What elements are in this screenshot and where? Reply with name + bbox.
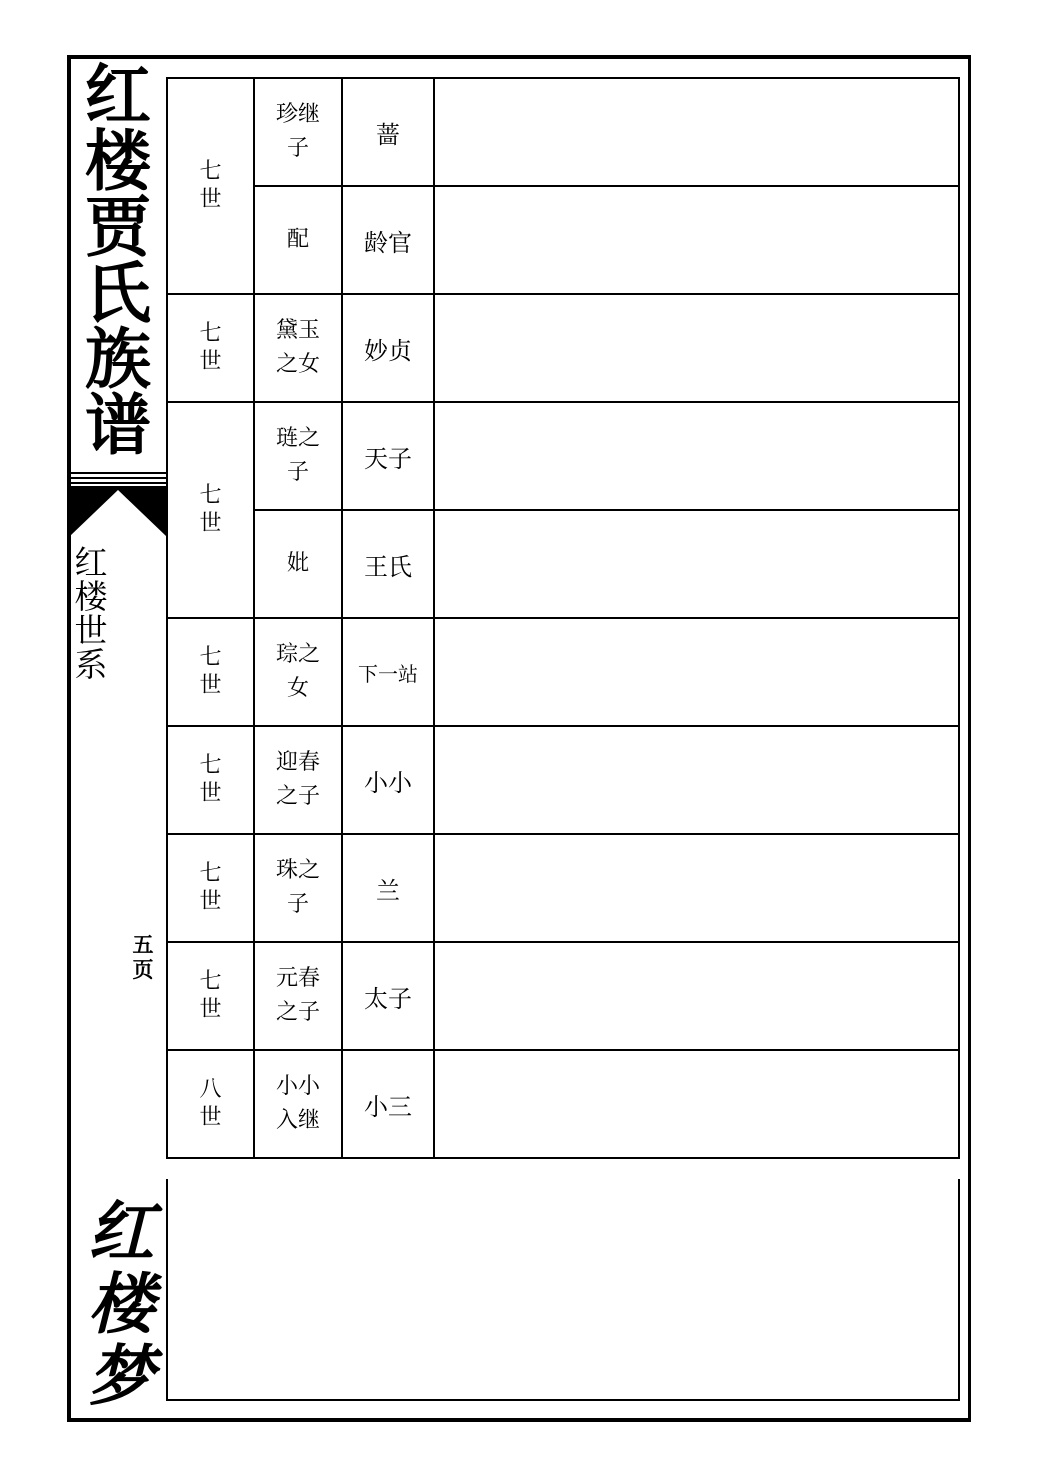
generation-cell: 七 世 (167, 942, 254, 1050)
note-cell (434, 402, 959, 510)
fishtail-ornament (70, 486, 166, 536)
generation-cell: 八 世 (167, 1050, 254, 1158)
name-cell: 龄官 (342, 186, 434, 294)
name-cell: 天子 (342, 402, 434, 510)
relation-cell: 配 (254, 186, 342, 294)
relation-cell: 珍继子 (254, 78, 342, 186)
note-cell (434, 186, 959, 294)
generation-cell: 七 世 (167, 402, 254, 618)
generation-cell: 七 世 (167, 834, 254, 942)
note-cell (434, 78, 959, 186)
generation-cell: 七 世 (167, 78, 254, 294)
section-label: 红 楼 世 系 (74, 543, 108, 684)
relation-cell: 琮之女 (254, 618, 342, 726)
generation-cell: 七 世 (167, 294, 254, 402)
note-cell (434, 942, 959, 1050)
table-row (167, 834, 959, 942)
name-cell: 小三 (342, 1050, 434, 1158)
table-row (167, 1050, 959, 1158)
note-cell (434, 1050, 959, 1158)
relation-cell: 迎春之子 (254, 726, 342, 834)
table-row (167, 618, 959, 726)
blank-area (166, 1179, 960, 1401)
table-row (167, 294, 959, 402)
calligraphy-title: 红 楼 梦 (88, 1193, 154, 1415)
table-row (167, 402, 959, 510)
table-row (167, 186, 959, 294)
relation-cell: 元春之子 (254, 942, 342, 1050)
table-row (167, 78, 959, 186)
name-cell: 王氏 (342, 510, 434, 618)
table-row (167, 942, 959, 1050)
note-cell (434, 510, 959, 618)
name-cell: 兰 (342, 834, 434, 942)
note-cell (434, 726, 959, 834)
note-cell (434, 294, 959, 402)
page-number: 五 页 (132, 932, 154, 982)
name-cell: 太子 (342, 942, 434, 1050)
name-cell: 蔷 (342, 78, 434, 186)
title-rule (70, 477, 166, 479)
generation-cell: 七 世 (167, 618, 254, 726)
name-cell: 妙贞 (342, 294, 434, 402)
name-cell: 小小 (342, 726, 434, 834)
relation-cell: 妣 (254, 510, 342, 618)
name-cell: 下一站 (342, 618, 434, 726)
table-row (167, 510, 959, 618)
title-rule (70, 472, 166, 474)
relation-cell: 黛玉之女 (254, 294, 342, 402)
note-cell (434, 834, 959, 942)
title-rule (70, 482, 166, 484)
table-row (167, 726, 959, 834)
note-cell (434, 618, 959, 726)
relation-cell: 小小入继 (254, 1050, 342, 1158)
generation-cell: 七 世 (167, 726, 254, 834)
book-title: 红 楼 贾 氏 族 谱 (85, 56, 151, 464)
relation-cell: 珠之子 (254, 834, 342, 942)
relation-cell: 琏之子 (254, 402, 342, 510)
genealogy-table (166, 77, 960, 1159)
